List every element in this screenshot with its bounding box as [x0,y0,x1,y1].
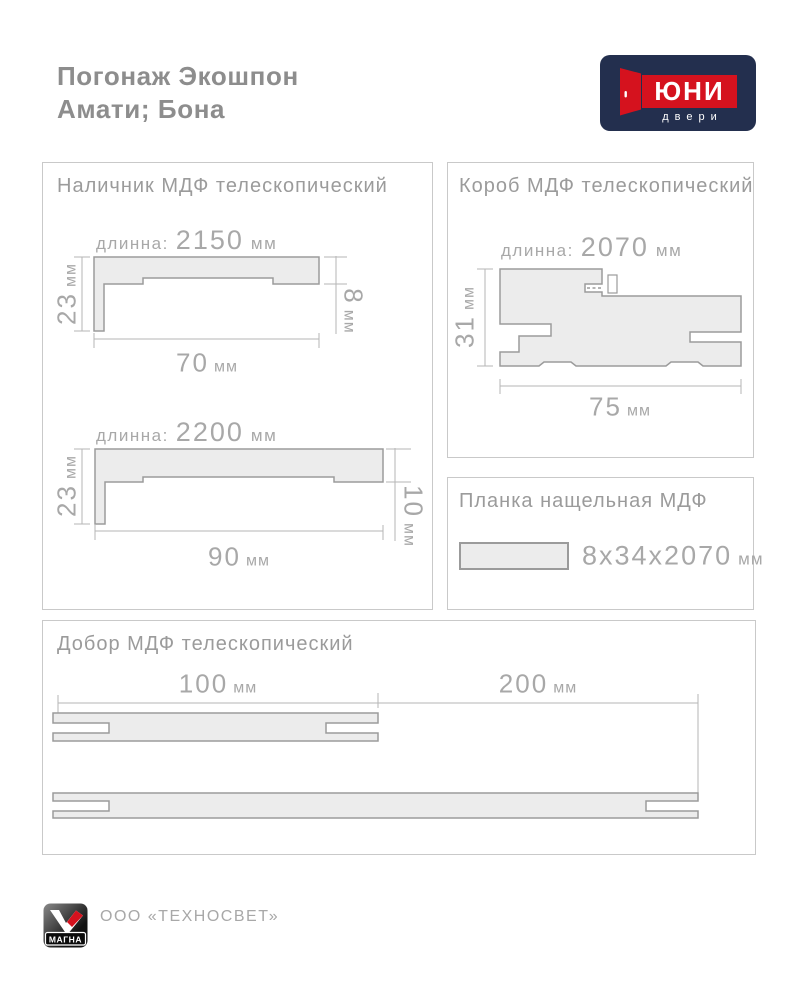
magna-logo-text: МАГНА [48,934,83,945]
page-title [57,60,299,126]
length-label-profile-1: длинна: 2150 мм [96,225,278,255]
panel-dobor [42,620,756,855]
width-label-korob: 75 мм [589,391,651,422]
dobor-dim1-label: 100 мм [178,668,258,699]
nalichnik-profile-1-shape [94,257,319,331]
panel-dobor-title: Добор МДФ телескопический [57,633,354,655]
height-label-korob: 31 мм [449,286,480,348]
uni-dveri-logo [600,55,756,131]
dobor-bar-100-shape [53,713,378,741]
dobor-bar-200-shape [53,793,698,818]
panel-nalichnik [42,162,433,610]
nalichnik-profile-2-shape [95,449,383,524]
korob-profile-shape [500,269,741,366]
panel-korob-title: Короб МДФ телескопический [459,175,754,197]
panel-planka-title: Планка нащельная МДФ [459,490,708,512]
panel-nalichnik-title: Наличник МДФ телескопический [57,175,388,197]
page-title-line2: Амати; Бона [57,94,226,124]
brand-subtitle: двери [662,111,723,123]
dim-lines-dobor [58,693,698,793]
planka-bar-shape [459,542,569,570]
magna-logo [43,903,88,948]
panel-korob [447,162,754,458]
planka-size-label: 8х34х2070 мм [582,540,764,571]
height-label-profile-1: 23 мм [51,263,82,325]
brand-name: ЮНИ [642,75,737,108]
length-label-korob: длинна: 2070 мм [501,232,683,262]
panel-planka [447,477,764,610]
page-title-line1: Погонаж Экошпон [57,61,299,91]
width-label-profile-1: 70 мм [176,347,238,378]
width-label-profile-2: 90 мм [208,541,270,572]
dobor-dim2-label: 200 мм [498,668,578,699]
thickness-label-profile-1: 8 мм [338,288,369,334]
height-label-profile-2: 23 мм [51,455,82,517]
dobor-profiles-drawing [43,621,755,854]
length-label-profile-2: длинна: 2200 мм [96,417,278,447]
company-name: ООО «ТЕХНОСВЕТ» [100,908,280,925]
thickness-label-profile-2: 10 мм [398,485,429,547]
seal-strip [608,275,617,293]
